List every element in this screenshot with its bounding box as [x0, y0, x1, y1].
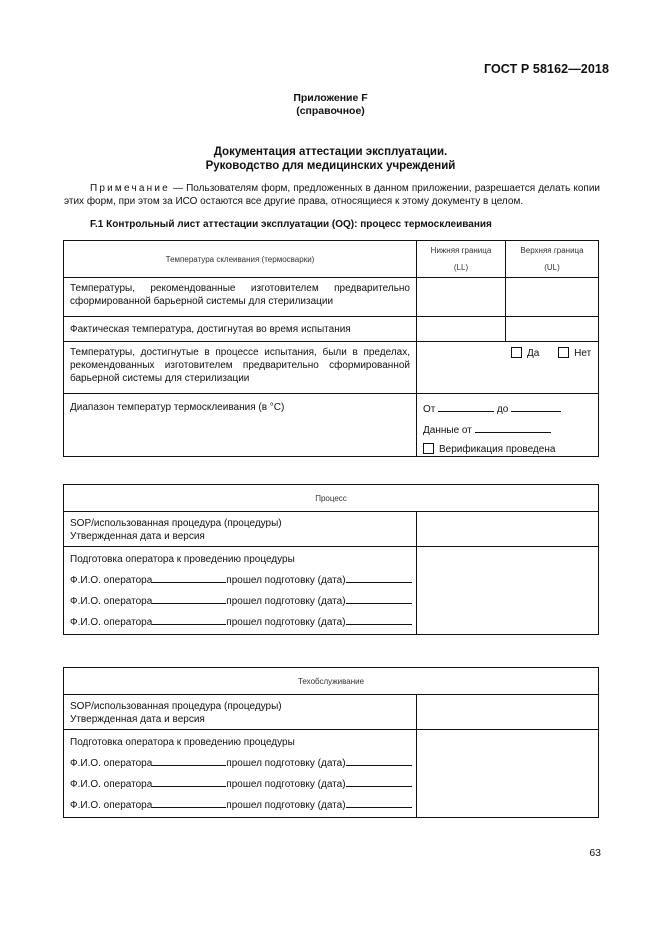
section-title: F.1 Контрольный лист аттестации эксплуатации (OQ): процесс термосклеивания: [90, 219, 492, 230]
verified-checkbox[interactable]: [423, 443, 434, 454]
operator-name-field[interactable]: [152, 593, 226, 604]
trained-label: прошел подготовку (дата): [226, 575, 346, 586]
document-title: [0, 145, 661, 173]
operator-row: [70, 797, 410, 812]
lower-limit-header: [417, 241, 506, 278]
lower-limit-header-line1: Нижняя граница: [430, 246, 492, 255]
operator-row: [70, 755, 410, 770]
standard-number: ГОСТ Р 58162—2018: [483, 62, 609, 76]
training-cell: [64, 730, 417, 818]
from-field[interactable]: [438, 401, 494, 412]
note-paragraph: [64, 182, 600, 208]
sop-line2: Утвержденная дата и версия: [70, 714, 205, 725]
training-cell: [64, 547, 417, 635]
upper-limit-header-line1: Верхняя граница: [520, 246, 584, 255]
trained-label: прошел подготовку (дата): [226, 596, 346, 607]
no-checkbox[interactable]: [558, 347, 569, 358]
operator-name-field[interactable]: [152, 572, 226, 583]
appendix-subtitle: (справочное): [296, 105, 365, 117]
trained-label: прошел подготовку (дата): [226, 800, 346, 811]
maintenance-header: Техобслуживание: [64, 668, 599, 695]
operator-label: Ф.И.О. оператора: [70, 617, 153, 628]
sop-line2: Утвержденная дата и версия: [70, 531, 205, 542]
operator-label: Ф.И.О. оператора: [70, 779, 153, 790]
seal-temperature-table: [63, 240, 599, 457]
operator-label: Ф.И.О. оператора: [70, 800, 153, 811]
table-row: Фактическая температура, достигнутая во время испытания: [64, 317, 417, 342]
lower-limit-header-line2: (LL): [453, 263, 469, 272]
document-title-line2: Руководство для медицинских учреждений: [205, 160, 456, 172]
data-from-field[interactable]: [475, 422, 551, 433]
training-input[interactable]: [417, 730, 599, 818]
appendix-title: Приложение F: [293, 92, 368, 104]
range-row: [423, 401, 592, 416]
upper-limit-header-line2: (UL): [544, 263, 560, 272]
no-label: Нет: [574, 348, 592, 359]
process-table: [63, 484, 599, 635]
trained-date-field[interactable]: [346, 593, 412, 604]
trained-date-field[interactable]: [346, 614, 412, 625]
trained-label: прошел подготовку (дата): [226, 779, 346, 790]
lower-limit-input[interactable]: [417, 317, 506, 342]
within-limits-options: [417, 342, 599, 394]
operator-name-field[interactable]: [152, 776, 226, 787]
from-label: От: [423, 404, 436, 415]
sop-input[interactable]: [417, 512, 599, 547]
operator-row: [70, 572, 410, 587]
note-text: — Пользователям форм, предложенных в данном приложении, разрешается делать копии этих форм, при этом за ИСО остаются все другие права, относящиеся к этому документу в целом.: [64, 183, 600, 207]
process-header: Процесс: [64, 485, 599, 512]
trained-date-field[interactable]: [346, 776, 412, 787]
trained-date-field[interactable]: [346, 797, 412, 808]
upper-limit-input[interactable]: [506, 317, 599, 342]
operator-label: Ф.И.О. оператора: [70, 596, 153, 607]
sop-cell: [64, 512, 417, 547]
data-from-label: Данные от: [423, 425, 472, 436]
note-prefix: Примечание: [90, 183, 170, 194]
seal-temperature-header: Температура склеивания (термосварки): [64, 241, 417, 278]
sop-cell: [64, 695, 417, 730]
sop-line1: SOP/использованная процедура (процедуры): [70, 701, 282, 712]
operator-row: [70, 593, 410, 608]
document-title-line1: Документация аттестации эксплуатации.: [213, 146, 448, 158]
yes-label: Да: [527, 348, 540, 359]
table-row: Температуры, рекомендованные изготовителем предварительно сформированной барьерной системы для стерилизации: [64, 278, 417, 317]
lower-limit-input[interactable]: [417, 278, 506, 317]
operator-name-field[interactable]: [152, 797, 226, 808]
operator-label: Ф.И.О. оператора: [70, 575, 153, 586]
operator-name-field[interactable]: [152, 755, 226, 766]
table-row: Диапазон температур термосклеивания (в °С): [64, 394, 417, 457]
training-input[interactable]: [417, 547, 599, 635]
sop-input[interactable]: [417, 695, 599, 730]
operator-label: Ф.И.О. оператора: [70, 758, 153, 769]
yes-checkbox[interactable]: [511, 347, 522, 358]
verified-row: [423, 443, 592, 456]
to-label: до: [496, 404, 509, 415]
training-label: Подготовка оператора к проведению процедуры: [70, 554, 295, 565]
trained-date-field[interactable]: [346, 572, 412, 583]
data-from-row: [423, 422, 592, 437]
operator-name-field[interactable]: [152, 614, 226, 625]
trained-label: прошел подготовку (дата): [226, 617, 346, 628]
verified-label: Верификация проведена: [439, 444, 556, 455]
operator-row: [70, 776, 410, 791]
table-row: Температуры, достигнутые в процессе испытания, были в пределах, рекомендованных изготовителем предварительно сформированной барьерной системы для стерилизации: [64, 342, 417, 394]
trained-label: прошел подготовку (дата): [226, 758, 346, 769]
upper-limit-input[interactable]: [506, 278, 599, 317]
appendix-heading: [0, 92, 661, 118]
to-field[interactable]: [511, 401, 561, 412]
sop-line1: SOP/использованная процедура (процедуры): [70, 518, 282, 529]
operator-row: [70, 614, 410, 629]
upper-limit-header: [506, 241, 599, 278]
page-number: 63: [589, 847, 601, 859]
training-label: Подготовка оператора к проведению процедуры: [70, 737, 295, 748]
trained-date-field[interactable]: [346, 755, 412, 766]
temperature-range-cell: [417, 394, 599, 457]
maintenance-table: [63, 667, 599, 818]
